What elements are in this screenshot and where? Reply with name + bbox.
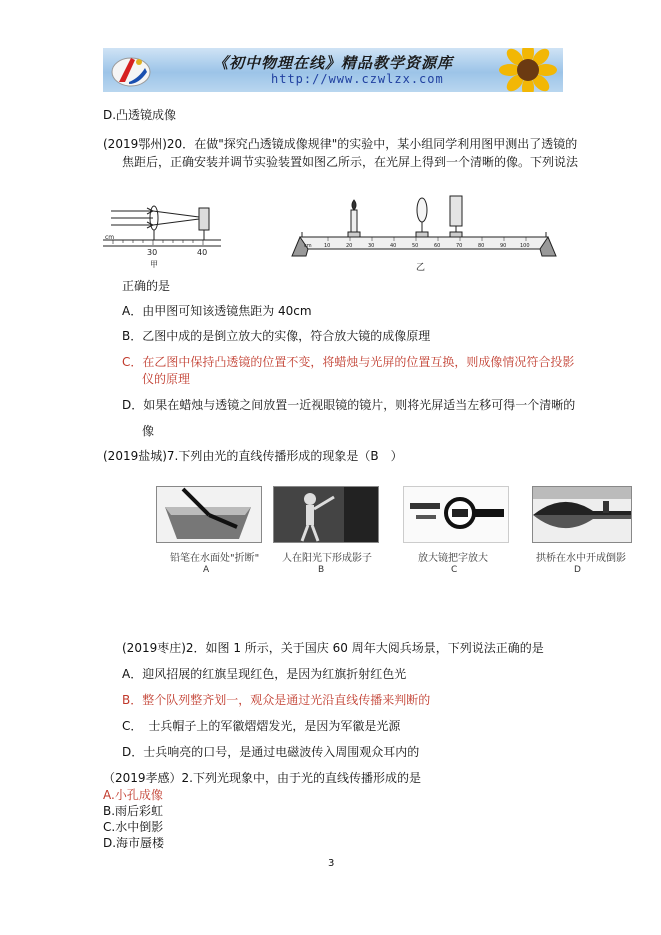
magnifier-icon [404, 487, 508, 542]
q4-option-d: D.海市蜃楼 [103, 836, 165, 850]
figure-b-tick-30: 30 [368, 243, 375, 249]
figure-a-unit: cm [105, 234, 115, 241]
figure-b-tick-50: 50 [412, 243, 419, 249]
q4-option-c: C.水中倒影 [103, 820, 164, 834]
q1-option-d-line1: D．如果在蜡烛与透镜之间放置一近视眼镜的镜片，则将光屏适当左移可得一个清晰的 [122, 398, 576, 412]
banner-title: 《初中物理在线》精品教学资源库 [213, 54, 454, 72]
q2-caption-c: 放大镜把字放大 [418, 553, 488, 564]
q1-option-a: A．由甲图可知该透镜焦距为 40cm [122, 304, 312, 318]
figure-a-label: 甲 [150, 260, 158, 269]
figure-b-unit: cm [304, 243, 312, 249]
q1-option-c-line1: C．在乙图中保持凸透镜的位置不变，将蜡烛与光屏的位置互换，则成像情况符合投影 [122, 355, 575, 369]
q2-letter-a: A [203, 565, 210, 575]
pencil-in-water-icon [157, 487, 261, 542]
q1-option-d-line2: 像 [142, 424, 155, 438]
q4-stem: （2019孝感）2.下列光现象中，由于光的直线传播形成的是 [103, 771, 421, 785]
sunflower-icon [493, 48, 563, 92]
page-number: 3 [328, 858, 335, 869]
q3-option-a: A．迎风招展的红旗呈现红色，是因为红旗折射红色光 [122, 667, 407, 681]
figure-b-tick-70: 70 [456, 243, 463, 249]
q3-stem: (2019枣庄)2．如图 1 所示，关于国庆 60 周年大阅兵场景，下列说法正确的是 [122, 641, 544, 655]
figure-b-optical-bench [288, 188, 558, 274]
q2-stem: (2019盐城)7.下列由光的直线传播形成的现象是（B ） [103, 449, 403, 463]
person-shadow-icon [274, 487, 378, 542]
q2-image-d [532, 486, 632, 543]
q2-image-b [273, 486, 379, 543]
q1-stem-line2: 焦距后，正确安装并调节实验装置如图乙所示，在光屏上得到一个清晰的像。下列说法 [122, 155, 579, 169]
q1-source: (2019鄂州)20． [103, 137, 195, 151]
figure-b-tick-10: 10 [324, 243, 331, 249]
q4-option-b: B.雨后彩虹 [103, 804, 164, 818]
figure-b-tick-20: 20 [346, 243, 353, 249]
q1-option-c-line2: 仪的原理 [142, 372, 191, 386]
figure-a-lens-focus [103, 196, 223, 271]
q1-stem: 在做"探究凸透镜成像规律"的实验中，某小组同学利用图甲测出了透镜的 [194, 137, 578, 151]
q3-option-c: C． 士兵帽子上的军徽熠熠发光，是因为军徽是光源 [122, 719, 401, 733]
logo-icon [109, 52, 151, 88]
banner-url[interactable]: http://www.czwlzx.com [271, 72, 444, 86]
figure-a-tick-40: 40 [197, 248, 208, 257]
figure-b-tick-80: 80 [478, 243, 485, 249]
figure-b-tick-60: 60 [434, 243, 441, 249]
q2-letter-d: D [574, 565, 581, 575]
q2-letter-c: C [451, 565, 458, 575]
q2-image-c [403, 486, 509, 543]
q3-option-d: D．士兵响亮的口号，是通过电磁波传入周围观众耳内的 [122, 745, 420, 759]
figure-b-tick-100: 100 [520, 243, 530, 249]
header-banner [103, 48, 563, 92]
q2-letter-b: B [318, 565, 325, 575]
q1-stem-line3: 正确的是 [122, 279, 171, 293]
q2-caption-b: 人在阳光下形成影子 [282, 553, 372, 564]
figure-b-tick-90: 90 [500, 243, 507, 249]
q3-option-b: B．整个队列整齐划一，观众是通过光沿直线传播来判断的 [122, 693, 431, 707]
bridge-reflection-icon [533, 487, 631, 542]
figure-b-label: 乙 [416, 263, 426, 273]
q2-caption-d: 拱桥在水中开成倒影 [536, 553, 626, 564]
q2-image-a [156, 486, 262, 543]
figure-a-tick-30: 30 [147, 248, 158, 257]
q1-stem-line1 [103, 136, 577, 152]
q4-option-a: A.小孔成像 [103, 788, 163, 802]
q0-option-d: D.凸透镜成像 [103, 108, 177, 122]
q2-caption-a: 铅笔在水面处"折断" [170, 553, 260, 564]
q1-option-b: B．乙图中成的是倒立放大的实像，符合放大镜的成像原理 [122, 329, 431, 343]
figure-b-tick-40: 40 [390, 243, 397, 249]
